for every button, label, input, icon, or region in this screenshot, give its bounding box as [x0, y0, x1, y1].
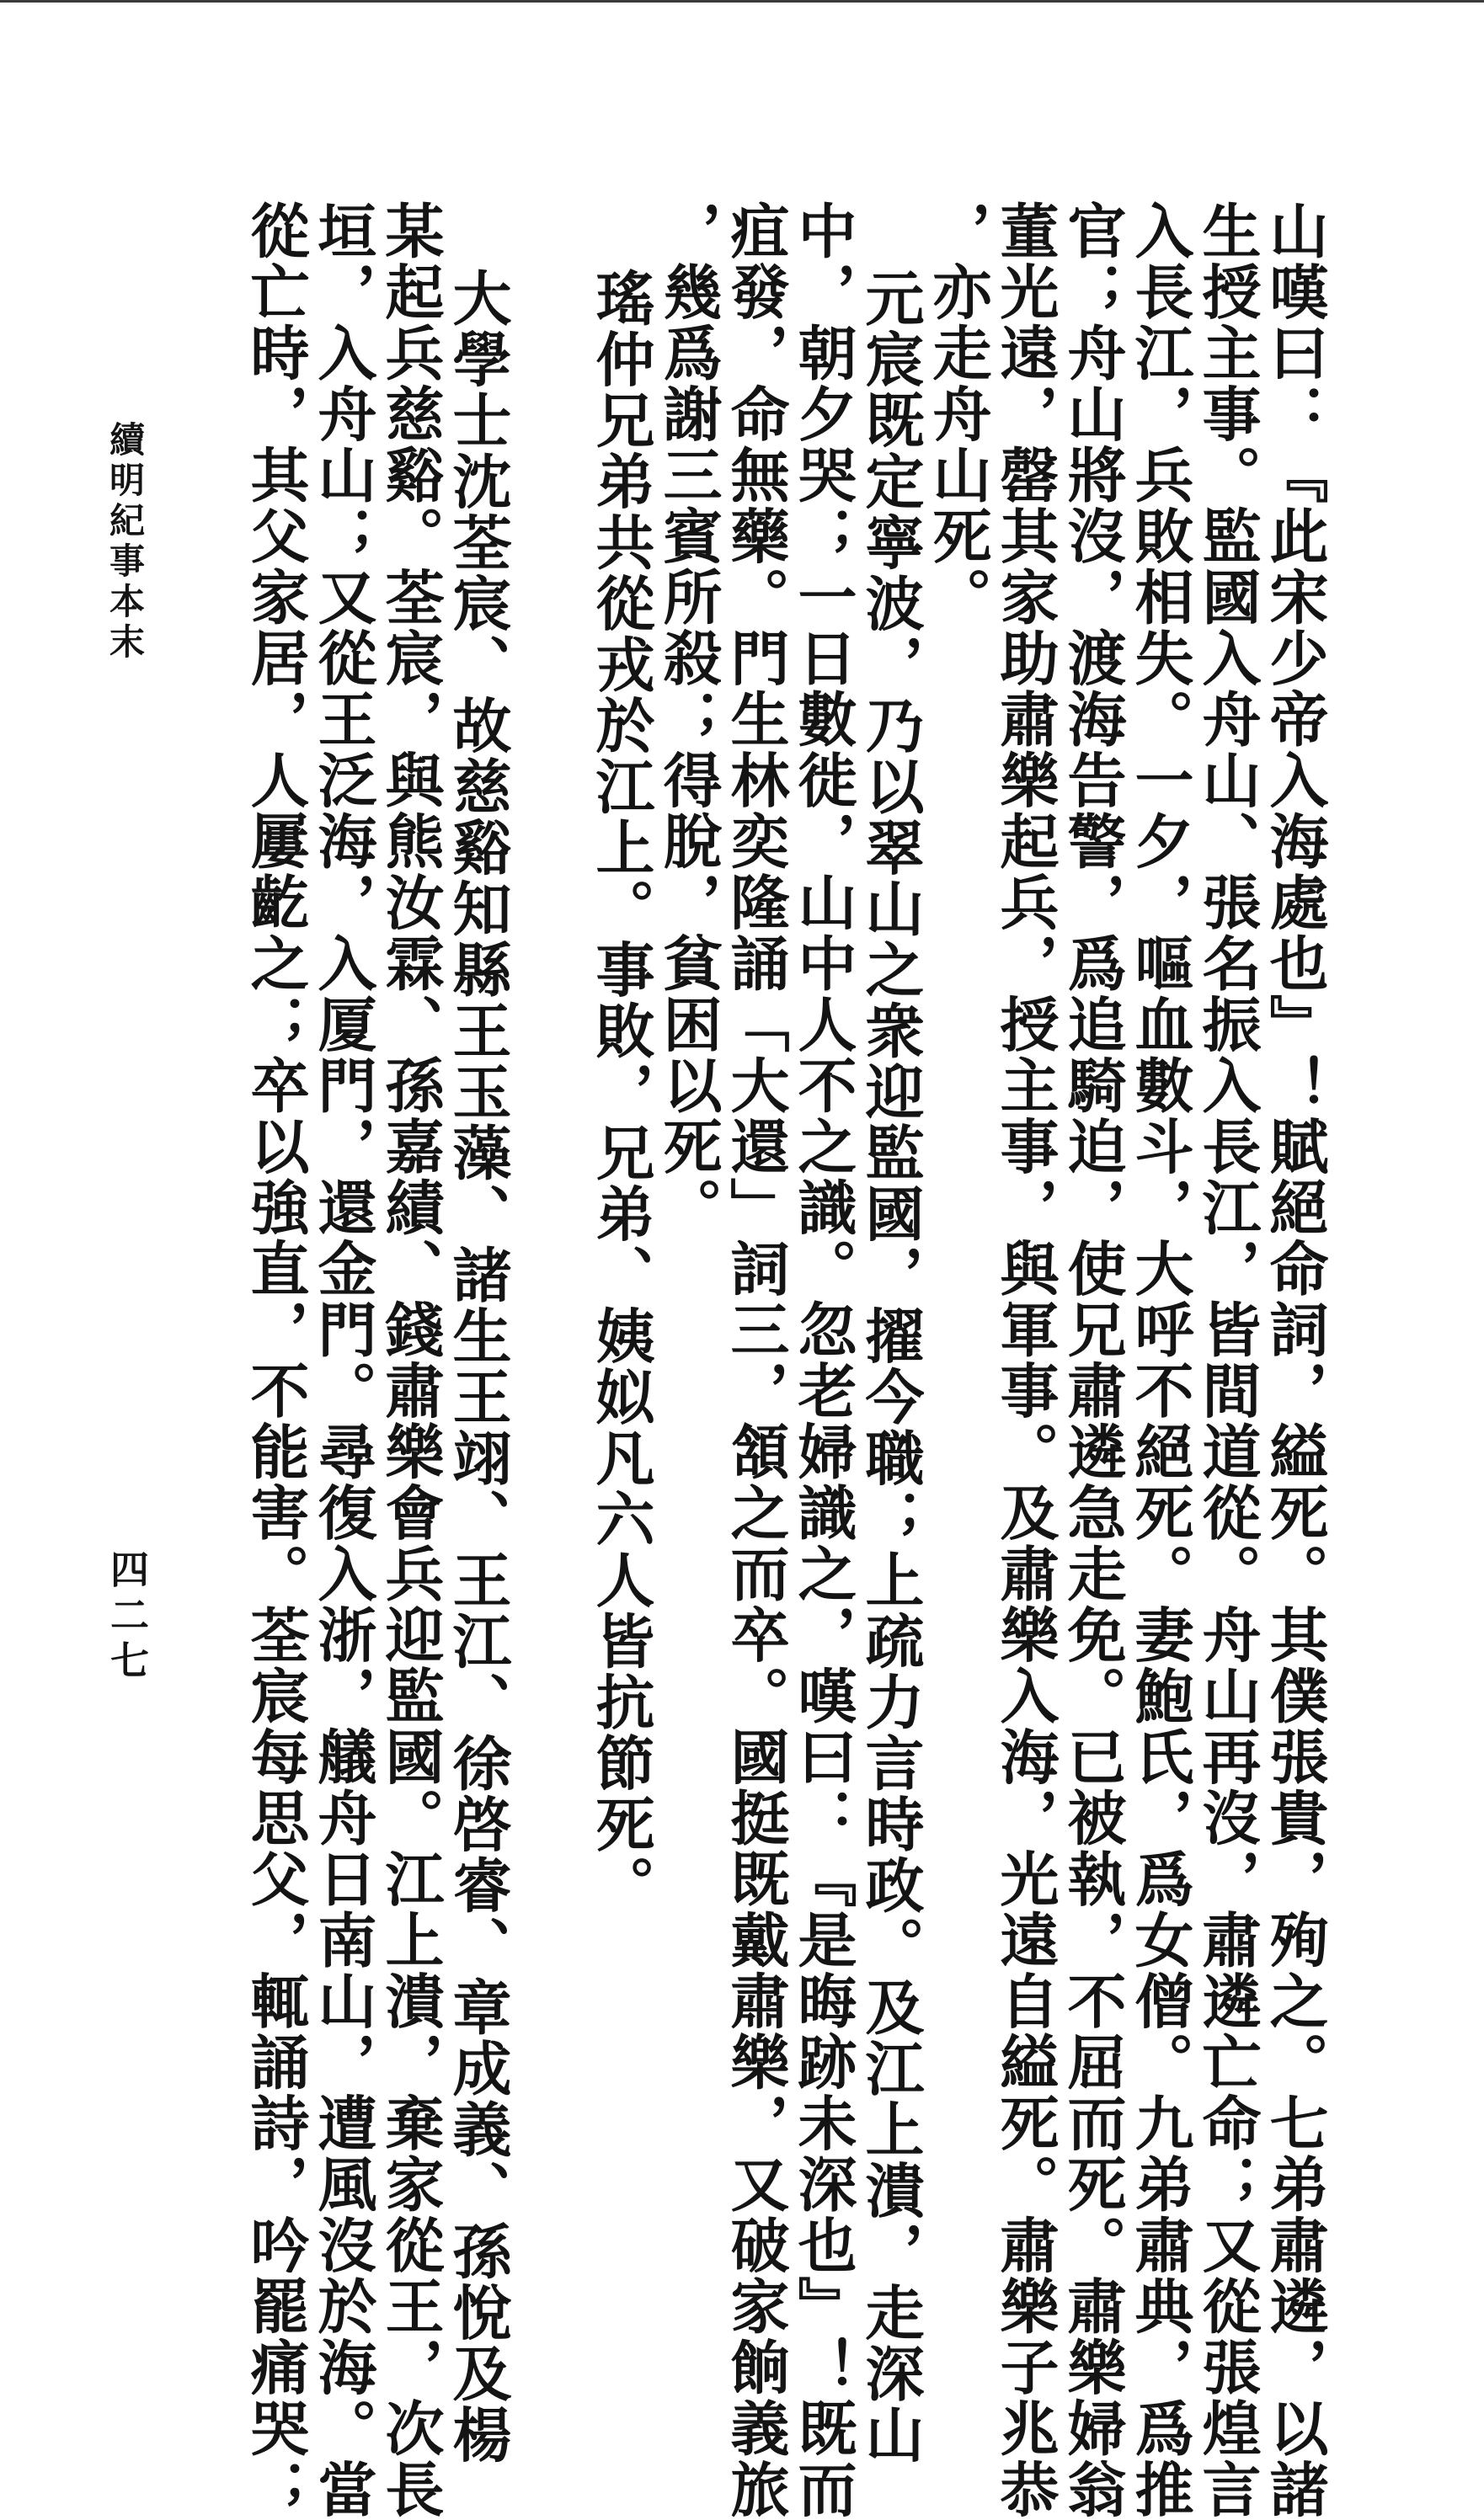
- text-column-9: 疽發，命無藥。門生林奕隆誦「大還」詞三，頷之而卒。國挺既戴肅樂，又破家餉義旅: [721, 200, 791, 2520]
- text-column-11: 瑤仲兄弟共從戎於江上。事敗，兄弟、姨姒凡六人皆抗節死。: [586, 268, 656, 1916]
- text-column-2: 生授主事。監國入舟山、張名振入長江，皆間道從。舟山再沒，肅遴亡命；又從張煌言: [1193, 200, 1262, 2520]
- text-column-7: 元宸既定寧波，乃以翠山之衆迎監國，擢今職；上疏力言時政。及江上潰，走深山: [856, 268, 926, 2465]
- text-column-5: 董光遠，罄其家助肅樂起兵，授主事，與軍事。及肅樂入海，光遠自縊死。肅樂子兆恭: [990, 200, 1060, 2520]
- text-column-10: ，幾爲謝三賓所殺；得脫，貧困以死。: [654, 200, 723, 1239]
- text-column-12: 大學士沈荃宸、故慈谿知縣王玉藻、諸生王翊、王江、徐啓睿、章成義、孫悅及楊: [443, 268, 513, 2465]
- book-title-header: 續明紀事本末: [104, 421, 146, 663]
- text-column-1: 山嘆曰：『此宋少帝入海處也』！賦絕命詞，縊死。其僕張貴，殉之。七弟肅遴，以諸: [1260, 200, 1330, 2520]
- text-column-4: 官；舟山將沒，渡海告警，爲追騎迫，使兄肅遴急走免。已被執，不屈而死。肅樂婦翁: [1058, 200, 1128, 2520]
- text-column-15: 從亡時，其父家居，人屢齕之；卒以強直，不能害。荃宸每思父，輒誦詩，吟罷痛哭；: [241, 200, 311, 2520]
- text-column-13: 某起兵慈谿。荃宸，與熊汝霖、孫嘉績、錢肅樂會兵迎監國。江上潰，棄家從王，次長: [376, 200, 446, 2520]
- text-column-6: ，亦走舟山死。: [923, 200, 993, 628]
- page-number: 四二七: [104, 1549, 150, 1686]
- text-column-8: 中，朝夕哭；一日數徙，山中人不之識。忽老婦識之，嘆曰：『是晦跡未深也』！既而: [788, 200, 858, 2520]
- text-column-14: 垣，入舟山；又從王泛海，入厦門，還金門。尋復入浙，艤舟日南山，遭風沒於海。當: [308, 200, 378, 2520]
- text-column-3: 入長江，兵敗相失。一夕，嘔血數斗，大呼不絕死。妻鮑氏，爲女僧。九弟肅典，爲推: [1125, 200, 1195, 2520]
